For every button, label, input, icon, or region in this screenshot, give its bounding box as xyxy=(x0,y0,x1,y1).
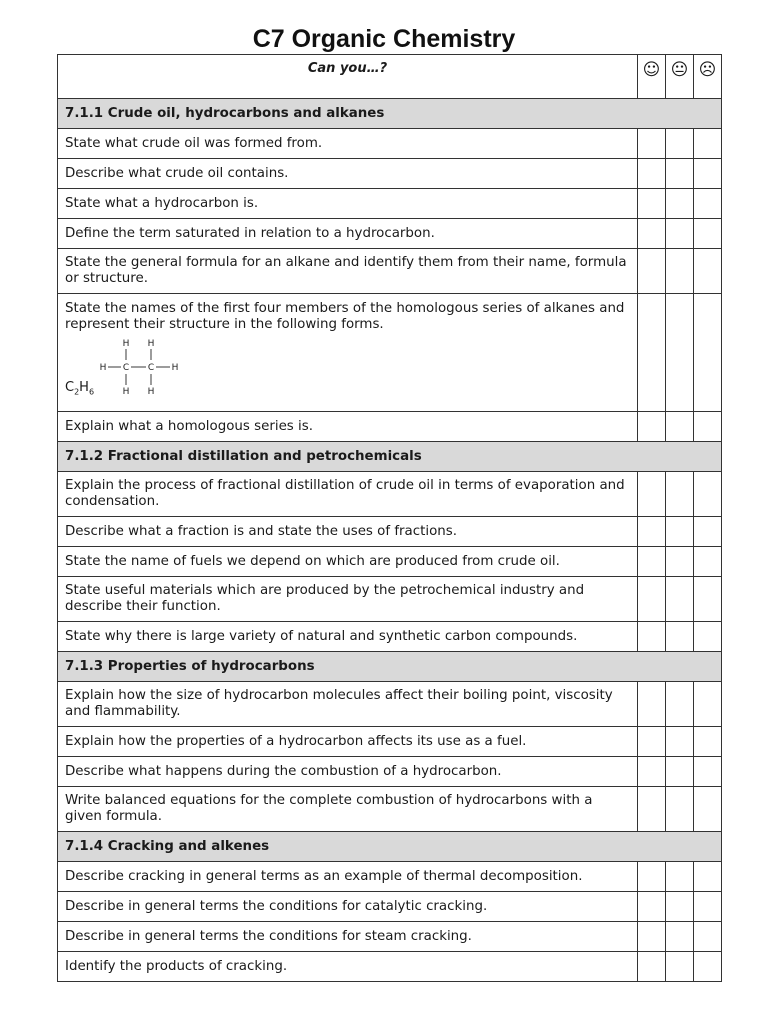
unsure-checkbox[interactable] xyxy=(666,294,694,412)
not-confident-checkbox[interactable] xyxy=(694,517,722,547)
unsure-checkbox[interactable] xyxy=(666,622,694,652)
not-confident-checkbox[interactable] xyxy=(694,249,722,294)
atom-label: H xyxy=(122,339,130,349)
confident-checkbox[interactable] xyxy=(638,517,666,547)
confident-checkbox[interactable] xyxy=(638,862,666,892)
confident-checkbox[interactable] xyxy=(638,952,666,982)
not-confident-checkbox[interactable] xyxy=(694,159,722,189)
unsure-checkbox[interactable] xyxy=(666,952,694,982)
atom-label: H xyxy=(99,363,107,373)
table-row xyxy=(58,577,722,622)
unsure-checkbox[interactable] xyxy=(666,472,694,517)
table-row xyxy=(58,892,722,922)
confident-checkbox[interactable] xyxy=(638,682,666,727)
atom-label: H xyxy=(171,363,179,373)
confident-checkbox[interactable] xyxy=(638,129,666,159)
confident-checkbox[interactable] xyxy=(638,727,666,757)
page-title: C7 Organic Chemistry xyxy=(252,25,516,53)
bond-lines xyxy=(108,349,170,385)
not-confident-checkbox[interactable] xyxy=(694,862,722,892)
table-row xyxy=(58,547,722,577)
item-text: State the general formula for an alkane and identify them from their name, formula or structure. xyxy=(58,249,638,294)
confident-checkbox[interactable] xyxy=(638,189,666,219)
not-confident-checkbox[interactable] xyxy=(694,577,722,622)
unsure-checkbox[interactable] xyxy=(666,577,694,622)
confident-checkbox[interactable] xyxy=(638,412,666,442)
confident-checkbox[interactable] xyxy=(638,577,666,622)
not-confident-checkbox[interactable] xyxy=(694,787,722,832)
not-confident-checkbox[interactable] xyxy=(694,547,722,577)
not-confident-checkbox[interactable] xyxy=(694,472,722,517)
item-text: Explain how the properties of a hydrocarbon affects its use as a fuel. xyxy=(58,727,638,757)
atom-label: H xyxy=(122,387,130,397)
item-text: Write balanced equations for the complete combustion of hydrocarbons with a given formula. xyxy=(58,787,638,832)
not-confident-checkbox[interactable] xyxy=(694,189,722,219)
confident-checkbox[interactable] xyxy=(638,547,666,577)
not-confident-checkbox[interactable] xyxy=(694,922,722,952)
item-text: Describe what crude oil contains. xyxy=(58,159,638,189)
table-row xyxy=(58,952,722,982)
header-row xyxy=(58,55,722,99)
not-confident-checkbox[interactable] xyxy=(694,757,722,787)
unsure-checkbox[interactable] xyxy=(666,129,694,159)
not-confident-checkbox[interactable] xyxy=(694,219,722,249)
sad-face-icon: ☹ xyxy=(694,55,722,99)
checklist-table xyxy=(57,54,722,982)
unsure-checkbox[interactable] xyxy=(666,787,694,832)
table-row xyxy=(58,787,722,832)
not-confident-checkbox[interactable] xyxy=(694,892,722,922)
section-header-7-1-1 xyxy=(58,99,722,129)
atom-label: H xyxy=(147,387,155,397)
formula-h-count: 6 xyxy=(88,387,95,397)
section-title: 7.1.2 Fractional distillation and petrochemicals xyxy=(58,442,722,472)
unsure-checkbox[interactable] xyxy=(666,219,694,249)
item-text: Explain how the size of hydrocarbon molecules affect their boiling point, viscosity and flammability. xyxy=(58,682,638,727)
formula-c-count: 2 xyxy=(74,387,80,397)
table-row xyxy=(58,757,722,787)
item-cell xyxy=(58,294,638,412)
table-row xyxy=(58,189,722,219)
section-title: 7.1.1 Crude oil, hydrocarbons and alkanes xyxy=(58,99,722,129)
unsure-checkbox[interactable] xyxy=(666,159,694,189)
table-row xyxy=(58,517,722,547)
unsure-checkbox[interactable] xyxy=(666,547,694,577)
confident-checkbox[interactable] xyxy=(638,249,666,294)
not-confident-checkbox[interactable] xyxy=(694,952,722,982)
confident-checkbox[interactable] xyxy=(638,757,666,787)
item-text: Explain the process of fractional distillation of crude oil in terms of evaporation and condensation. xyxy=(58,472,638,517)
section-title: 7.1.3 Properties of hydrocarbons xyxy=(58,652,722,682)
unsure-checkbox[interactable] xyxy=(666,189,694,219)
atom-label: C xyxy=(147,363,155,373)
can-you-heading: Can you…? xyxy=(58,55,638,99)
not-confident-checkbox[interactable] xyxy=(694,129,722,159)
happy-face-icon: ☺ xyxy=(638,55,666,99)
confident-checkbox[interactable] xyxy=(638,294,666,412)
not-confident-checkbox[interactable] xyxy=(694,727,722,757)
item-text: Describe in general terms the conditions for catalytic cracking. xyxy=(58,892,638,922)
table-row xyxy=(58,472,722,517)
section-title: 7.1.4 Cracking and alkenes xyxy=(58,832,722,862)
confident-checkbox[interactable] xyxy=(638,892,666,922)
section-header-7-1-3 xyxy=(58,652,722,682)
item-text: Describe what happens during the combustion of a hydrocarbon. xyxy=(58,757,638,787)
table-row xyxy=(58,727,722,757)
atom-label: H xyxy=(147,339,155,349)
table-row xyxy=(58,862,722,892)
unsure-checkbox[interactable] xyxy=(666,727,694,757)
molecular-formula xyxy=(65,380,94,401)
item-text: State the name of fuels we depend on which are produced from crude oil. xyxy=(58,547,638,577)
table-row xyxy=(58,159,722,189)
table-row xyxy=(58,294,722,412)
unsure-checkbox[interactable] xyxy=(666,249,694,294)
confident-checkbox[interactable] xyxy=(638,159,666,189)
section-header-7-1-4 xyxy=(58,832,722,862)
item-text: State why there is large variety of natural and synthetic carbon compounds. xyxy=(58,622,638,652)
confident-checkbox[interactable] xyxy=(638,787,666,832)
unsure-checkbox[interactable] xyxy=(666,892,694,922)
item-text: State useful materials which are produced by the petrochemical industry and describe their function. xyxy=(58,577,638,622)
unsure-checkbox[interactable] xyxy=(666,682,694,727)
item-text: State the names of the first four members of the homologous series of alkanes and represent their structure in the following forms. xyxy=(65,301,625,332)
confident-checkbox[interactable] xyxy=(638,922,666,952)
neutral-face-icon: 😐 xyxy=(666,55,694,99)
item-text: Describe cracking in general terms as an example of thermal decomposition. xyxy=(58,862,638,892)
confident-checkbox[interactable] xyxy=(638,472,666,517)
item-text: Describe what a fraction is and state the uses of fractions. xyxy=(58,517,638,547)
table-row xyxy=(58,249,722,294)
unsure-checkbox[interactable] xyxy=(666,412,694,442)
item-text: Identify the products of cracking. xyxy=(58,952,638,982)
table-row xyxy=(58,682,722,727)
confident-checkbox[interactable] xyxy=(638,219,666,249)
not-confident-checkbox[interactable] xyxy=(694,622,722,652)
table-row xyxy=(58,922,722,952)
table-row xyxy=(58,129,722,159)
unsure-checkbox[interactable] xyxy=(666,757,694,787)
unsure-checkbox[interactable] xyxy=(666,517,694,547)
formula-c: C xyxy=(65,380,75,395)
item-text: State what a hydrocarbon is. xyxy=(58,189,638,219)
item-text: Define the term saturated in relation to a hydrocarbon. xyxy=(58,219,638,249)
formula-h: H xyxy=(79,380,89,395)
table-row xyxy=(58,412,722,442)
section-header-7-1-2 xyxy=(58,442,722,472)
not-confident-checkbox[interactable] xyxy=(694,294,722,412)
item-text: Explain what a homologous series is. xyxy=(58,412,638,442)
not-confident-checkbox[interactable] xyxy=(694,682,722,727)
confident-checkbox[interactable] xyxy=(638,622,666,652)
item-text: State what crude oil was formed from. xyxy=(58,129,638,159)
item-text: Describe in general terms the conditions for steam cracking. xyxy=(58,922,638,952)
atom-label: C xyxy=(122,363,130,373)
table-row xyxy=(58,622,722,652)
table-row xyxy=(58,219,722,249)
unsure-checkbox[interactable] xyxy=(666,862,694,892)
not-confident-checkbox[interactable] xyxy=(694,412,722,442)
unsure-checkbox[interactable] xyxy=(666,922,694,952)
